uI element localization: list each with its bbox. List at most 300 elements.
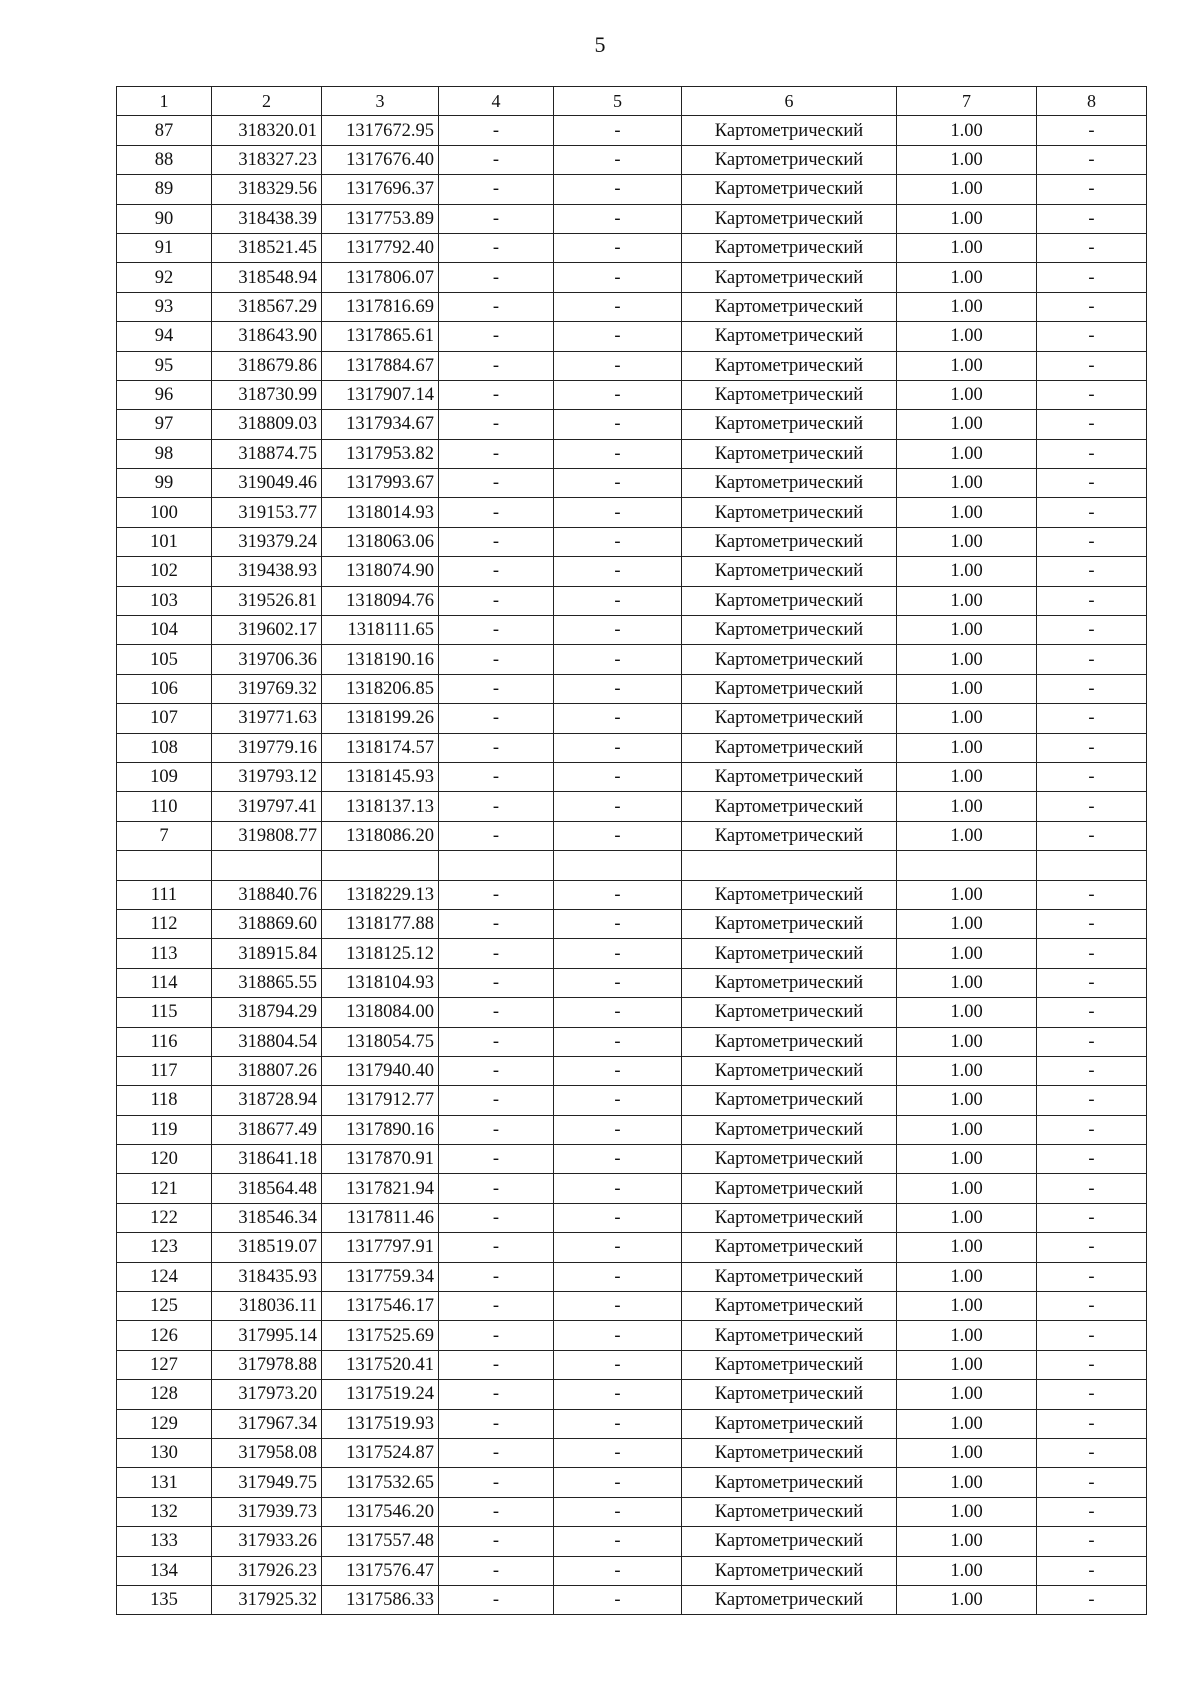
column-8-cell: -: [1037, 1527, 1147, 1556]
column-8-cell: -: [1037, 880, 1147, 909]
column-5-cell: -: [554, 1086, 682, 1115]
y-coordinate-cell: 1317870.91: [322, 1145, 439, 1174]
method-cell: Картометрический: [682, 880, 897, 909]
accuracy-cell: 1.00: [897, 410, 1037, 439]
accuracy-cell: 1.00: [897, 909, 1037, 938]
table-row: [117, 1115, 1147, 1144]
column-4-cell: -: [439, 1292, 554, 1321]
table-row: [117, 1233, 1147, 1262]
x-coordinate-cell: 319438.93: [212, 557, 322, 586]
y-coordinate-cell: 1317865.61: [322, 322, 439, 351]
column-8-cell: -: [1037, 527, 1147, 556]
y-coordinate-cell: 1317806.07: [322, 263, 439, 292]
method-cell: Картометрический: [682, 968, 897, 997]
column-8-cell: -: [1037, 762, 1147, 791]
x-coordinate-cell: 319808.77: [212, 821, 322, 850]
table-row: [117, 1086, 1147, 1115]
x-coordinate-cell: 317958.08: [212, 1438, 322, 1467]
column-5-cell: -: [554, 821, 682, 850]
table-row: [117, 968, 1147, 997]
column-8-cell: -: [1037, 1468, 1147, 1497]
method-cell: Картометрический: [682, 527, 897, 556]
accuracy-cell: 1.00: [897, 527, 1037, 556]
method-cell: Картометрический: [682, 821, 897, 850]
y-coordinate-cell: 1318145.93: [322, 762, 439, 791]
column-8-cell: -: [1037, 998, 1147, 1027]
table-row: [117, 1497, 1147, 1526]
column-5-cell: -: [554, 1409, 682, 1438]
table-row: [117, 292, 1147, 321]
column-5-cell: -: [554, 762, 682, 791]
column-4-cell: -: [439, 645, 554, 674]
method-cell: Картометрический: [682, 762, 897, 791]
y-coordinate-cell: 1317546.20: [322, 1497, 439, 1526]
x-coordinate-cell: 318677.49: [212, 1115, 322, 1144]
method-cell: Картометрический: [682, 792, 897, 821]
method-cell: Картометрический: [682, 439, 897, 468]
accuracy-cell: 1.00: [897, 380, 1037, 409]
x-coordinate-cell: 318327.23: [212, 145, 322, 174]
table-row: [117, 498, 1147, 527]
point-number-cell: 116: [117, 1027, 212, 1056]
y-coordinate-cell: 1317912.77: [322, 1086, 439, 1115]
column-5-cell: -: [554, 998, 682, 1027]
column-8-cell: -: [1037, 498, 1147, 527]
column-8-cell: -: [1037, 469, 1147, 498]
accuracy-cell: 1.00: [897, 292, 1037, 321]
table-row: [117, 880, 1147, 909]
x-coordinate-cell: 319049.46: [212, 469, 322, 498]
point-number-cell: 91: [117, 233, 212, 262]
table-row: [117, 998, 1147, 1027]
column-5-cell: -: [554, 1321, 682, 1350]
point-number-cell: 112: [117, 909, 212, 938]
y-coordinate-cell: 1317792.40: [322, 233, 439, 262]
column-4-cell: -: [439, 1380, 554, 1409]
column-5-cell: -: [554, 645, 682, 674]
column-5-cell: -: [554, 263, 682, 292]
x-coordinate-cell: 318915.84: [212, 939, 322, 968]
y-coordinate-cell: 1317524.87: [322, 1438, 439, 1467]
accuracy-cell: 1.00: [897, 145, 1037, 174]
column-8-cell: -: [1037, 1556, 1147, 1585]
y-coordinate-cell: 1317821.94: [322, 1174, 439, 1203]
column-4-cell: -: [439, 1145, 554, 1174]
accuracy-cell: 1.00: [897, 498, 1037, 527]
column-5-cell: -: [554, 616, 682, 645]
accuracy-cell: 1.00: [897, 968, 1037, 997]
method-cell: Картометрический: [682, 233, 897, 262]
table-row: [117, 1438, 1147, 1467]
table-row: [117, 1409, 1147, 1438]
column-8-cell: -: [1037, 1115, 1147, 1144]
column-8-cell: -: [1037, 1145, 1147, 1174]
column-8-cell: -: [1037, 204, 1147, 233]
column-5-cell: -: [554, 557, 682, 586]
column-8-cell: -: [1037, 645, 1147, 674]
column-8-cell: [1037, 851, 1147, 880]
column-5-cell: -: [554, 1350, 682, 1379]
column-8-cell: -: [1037, 909, 1147, 938]
column-4-cell: -: [439, 1585, 554, 1614]
point-number-cell: 127: [117, 1350, 212, 1379]
column-5-cell: -: [554, 1438, 682, 1467]
y-coordinate-cell: 1318084.00: [322, 998, 439, 1027]
method-cell: Картометрический: [682, 1585, 897, 1614]
column-8-cell: -: [1037, 616, 1147, 645]
column-8-cell: -: [1037, 1350, 1147, 1379]
table-row: [117, 1585, 1147, 1614]
accuracy-cell: 1.00: [897, 557, 1037, 586]
point-number-cell: 96: [117, 380, 212, 409]
method-cell: Картометрический: [682, 1468, 897, 1497]
table-body: [117, 87, 1147, 1615]
point-number-cell: 121: [117, 1174, 212, 1203]
column-4-cell: -: [439, 1115, 554, 1144]
column-8-cell: -: [1037, 1585, 1147, 1614]
x-coordinate-cell: 317967.34: [212, 1409, 322, 1438]
method-cell: Картометрический: [682, 1292, 897, 1321]
y-coordinate-cell: 1317816.69: [322, 292, 439, 321]
point-number-cell: 124: [117, 1262, 212, 1291]
table-row: [117, 439, 1147, 468]
point-number-cell: 114: [117, 968, 212, 997]
column-4-cell: -: [439, 380, 554, 409]
column-4-cell: -: [439, 1203, 554, 1232]
column-5-cell: -: [554, 733, 682, 762]
point-number-cell: 7: [117, 821, 212, 850]
accuracy-cell: 1.00: [897, 439, 1037, 468]
column-4-cell: -: [439, 880, 554, 909]
table-header-row: [117, 87, 1147, 116]
accuracy-cell: 1.00: [897, 351, 1037, 380]
page-number: 5: [594, 32, 606, 57]
point-number-cell: 125: [117, 1292, 212, 1321]
accuracy-cell: 1.00: [897, 704, 1037, 733]
accuracy-cell: 1.00: [897, 1585, 1037, 1614]
column-4-cell: -: [439, 1056, 554, 1085]
column-5-cell: -: [554, 1556, 682, 1585]
y-coordinate-cell: 1318125.12: [322, 939, 439, 968]
table-row: [117, 733, 1147, 762]
column-4-cell: -: [439, 704, 554, 733]
accuracy-cell: 1.00: [897, 1056, 1037, 1085]
x-coordinate-cell: 318840.76: [212, 880, 322, 909]
x-coordinate-cell: 317949.75: [212, 1468, 322, 1497]
point-number-cell: 102: [117, 557, 212, 586]
accuracy-cell: 1.00: [897, 1203, 1037, 1232]
column-8-cell: -: [1037, 1438, 1147, 1467]
method-cell: Картометрический: [682, 204, 897, 233]
x-coordinate-cell: 319769.32: [212, 674, 322, 703]
y-coordinate-cell: 1318137.13: [322, 792, 439, 821]
column-8-cell: -: [1037, 1292, 1147, 1321]
accuracy-cell: 1.00: [897, 821, 1037, 850]
column-5-cell: -: [554, 233, 682, 262]
table-row: [117, 909, 1147, 938]
column-5-cell: -: [554, 527, 682, 556]
column-8-cell: -: [1037, 1203, 1147, 1232]
column-4-cell: -: [439, 674, 554, 703]
column-5-cell: -: [554, 380, 682, 409]
column-5-cell: -: [554, 1027, 682, 1056]
y-coordinate-cell: 1317811.46: [322, 1203, 439, 1232]
column-8-cell: -: [1037, 968, 1147, 997]
column-5-cell: -: [554, 1174, 682, 1203]
x-coordinate-cell: 319602.17: [212, 616, 322, 645]
column-4-cell: -: [439, 1027, 554, 1056]
x-coordinate-cell: 318804.54: [212, 1027, 322, 1056]
accuracy-cell: 1.00: [897, 1321, 1037, 1350]
point-number-cell: 99: [117, 469, 212, 498]
accuracy-cell: 1.00: [897, 1438, 1037, 1467]
point-number-cell: 122: [117, 1203, 212, 1232]
method-cell: Картометрический: [682, 1203, 897, 1232]
point-number-cell: 88: [117, 145, 212, 174]
point-number-cell: 118: [117, 1086, 212, 1115]
x-coordinate-cell: 318728.94: [212, 1086, 322, 1115]
accuracy-cell: 1.00: [897, 1145, 1037, 1174]
column-4-cell: -: [439, 821, 554, 850]
column-8-cell: -: [1037, 586, 1147, 615]
column-4-cell: -: [439, 939, 554, 968]
column-4-cell: -: [439, 439, 554, 468]
table-row: [117, 1027, 1147, 1056]
column-8-cell: -: [1037, 674, 1147, 703]
method-cell: Картометрический: [682, 1262, 897, 1291]
point-number-cell: 128: [117, 1380, 212, 1409]
point-number-cell: 93: [117, 292, 212, 321]
table-row: [117, 616, 1147, 645]
table-row: [117, 233, 1147, 262]
table-row: [117, 116, 1147, 145]
column-8-cell: -: [1037, 1497, 1147, 1526]
column-4-cell: -: [439, 1527, 554, 1556]
x-coordinate-cell: 318809.03: [212, 410, 322, 439]
column-4-cell: -: [439, 1556, 554, 1585]
column-4-cell: -: [439, 998, 554, 1027]
table-row: [117, 1292, 1147, 1321]
y-coordinate-cell: 1317557.48: [322, 1527, 439, 1556]
table-row: [117, 469, 1147, 498]
column-8-cell: -: [1037, 1174, 1147, 1203]
column-4-cell: -: [439, 1409, 554, 1438]
column-4-cell: -: [439, 1233, 554, 1262]
table-row: [117, 1556, 1147, 1585]
accuracy-cell: 1.00: [897, 1086, 1037, 1115]
method-cell: Картометрический: [682, 1497, 897, 1526]
point-number-cell: 98: [117, 439, 212, 468]
column-5-cell: -: [554, 1056, 682, 1085]
point-number-cell: 113: [117, 939, 212, 968]
column-4-cell: -: [439, 204, 554, 233]
column-8-cell: -: [1037, 704, 1147, 733]
x-coordinate-cell: 318874.75: [212, 439, 322, 468]
method-cell: Картометрический: [682, 1380, 897, 1409]
y-coordinate-cell: 1317519.93: [322, 1409, 439, 1438]
column-5-cell: -: [554, 1527, 682, 1556]
method-cell: Картометрический: [682, 322, 897, 351]
column-5-cell: -: [554, 674, 682, 703]
column-4-cell: -: [439, 263, 554, 292]
column-8-cell: -: [1037, 557, 1147, 586]
point-number-cell: 115: [117, 998, 212, 1027]
column-header: 6: [682, 87, 897, 116]
point-number-cell: 89: [117, 175, 212, 204]
y-coordinate-cell: 1317576.47: [322, 1556, 439, 1585]
column-8-cell: -: [1037, 145, 1147, 174]
method-cell: Картометрический: [682, 909, 897, 938]
x-coordinate-cell: 318730.99: [212, 380, 322, 409]
accuracy-cell: 1.00: [897, 998, 1037, 1027]
point-number-cell: 135: [117, 1585, 212, 1614]
table-row: [117, 1468, 1147, 1497]
table-row: [117, 792, 1147, 821]
column-4-cell: -: [439, 469, 554, 498]
table-row: [117, 851, 1147, 880]
column-8-cell: -: [1037, 1056, 1147, 1085]
x-coordinate-cell: 317939.73: [212, 1497, 322, 1526]
accuracy-cell: 1.00: [897, 1527, 1037, 1556]
accuracy-cell: 1.00: [897, 674, 1037, 703]
table-row: [117, 1203, 1147, 1232]
table-row: [117, 410, 1147, 439]
point-number-cell: 119: [117, 1115, 212, 1144]
method-cell: Картометрический: [682, 704, 897, 733]
table-row: [117, 674, 1147, 703]
column-8-cell: -: [1037, 1409, 1147, 1438]
method-cell: Картометрический: [682, 939, 897, 968]
accuracy-cell: 1.00: [897, 1350, 1037, 1379]
y-coordinate-cell: 1318094.76: [322, 586, 439, 615]
table-row: [117, 645, 1147, 674]
method-cell: Картометрический: [682, 1438, 897, 1467]
column-5-cell: -: [554, 939, 682, 968]
table-row: [117, 351, 1147, 380]
accuracy-cell: 1.00: [897, 175, 1037, 204]
point-number-cell: 109: [117, 762, 212, 791]
table-row: [117, 762, 1147, 791]
y-coordinate-cell: 1317797.91: [322, 1233, 439, 1262]
table-row: [117, 1056, 1147, 1085]
accuracy-cell: 1.00: [897, 1468, 1037, 1497]
table-row: [117, 263, 1147, 292]
x-coordinate-cell: 319153.77: [212, 498, 322, 527]
method-cell: Картометрический: [682, 1145, 897, 1174]
method-cell: Картометрический: [682, 145, 897, 174]
point-number-cell: 90: [117, 204, 212, 233]
x-coordinate-cell: 318548.94: [212, 263, 322, 292]
method-cell: Картометрический: [682, 1233, 897, 1262]
column-8-cell: -: [1037, 1262, 1147, 1291]
x-coordinate-cell: 319793.12: [212, 762, 322, 791]
method-cell: Картометрический: [682, 1056, 897, 1085]
point-number-cell: 126: [117, 1321, 212, 1350]
method-cell: Картометрический: [682, 263, 897, 292]
table-row: [117, 1262, 1147, 1291]
accuracy-cell: 1.00: [897, 263, 1037, 292]
y-coordinate-cell: [322, 851, 439, 880]
y-coordinate-cell: 1318054.75: [322, 1027, 439, 1056]
y-coordinate-cell: 1318014.93: [322, 498, 439, 527]
method-cell: Картометрический: [682, 1321, 897, 1350]
column-8-cell: -: [1037, 1233, 1147, 1262]
table-row: [117, 204, 1147, 233]
accuracy-cell: 1.00: [897, 1409, 1037, 1438]
column-5-cell: -: [554, 1145, 682, 1174]
x-coordinate-cell: 318865.55: [212, 968, 322, 997]
point-number-cell: 132: [117, 1497, 212, 1526]
accuracy-cell: 1.00: [897, 469, 1037, 498]
column-4-cell: -: [439, 351, 554, 380]
column-8-cell: -: [1037, 792, 1147, 821]
column-4-cell: -: [439, 792, 554, 821]
column-4-cell: -: [439, 292, 554, 321]
method-cell: Картометрический: [682, 1556, 897, 1585]
column-4-cell: -: [439, 1086, 554, 1115]
y-coordinate-cell: 1318104.93: [322, 968, 439, 997]
column-5-cell: -: [554, 586, 682, 615]
y-coordinate-cell: 1317586.33: [322, 1585, 439, 1614]
y-coordinate-cell: 1318111.65: [322, 616, 439, 645]
method-cell: Картометрический: [682, 616, 897, 645]
table-row: [117, 322, 1147, 351]
column-5-cell: -: [554, 1380, 682, 1409]
point-number-cell: 97: [117, 410, 212, 439]
method-cell: Картометрический: [682, 1086, 897, 1115]
column-8-cell: -: [1037, 939, 1147, 968]
x-coordinate-cell: 317995.14: [212, 1321, 322, 1350]
column-4-cell: -: [439, 1497, 554, 1526]
method-cell: Картометрический: [682, 116, 897, 145]
column-4-cell: -: [439, 410, 554, 439]
point-number-cell: 100: [117, 498, 212, 527]
method-cell: Картометрический: [682, 586, 897, 615]
column-5-cell: -: [554, 204, 682, 233]
method-cell: Картометрический: [682, 1409, 897, 1438]
point-number-cell: 123: [117, 1233, 212, 1262]
x-coordinate-cell: 318320.01: [212, 116, 322, 145]
accuracy-cell: 1.00: [897, 116, 1037, 145]
column-5-cell: -: [554, 909, 682, 938]
column-5-cell: -: [554, 704, 682, 733]
y-coordinate-cell: 1317940.40: [322, 1056, 439, 1085]
method-cell: Картометрический: [682, 380, 897, 409]
x-coordinate-cell: 318521.45: [212, 233, 322, 262]
x-coordinate-cell: 318641.18: [212, 1145, 322, 1174]
y-coordinate-cell: 1317672.95: [322, 116, 439, 145]
column-8-cell: -: [1037, 351, 1147, 380]
x-coordinate-cell: 318869.60: [212, 909, 322, 938]
point-number-cell: 87: [117, 116, 212, 145]
y-coordinate-cell: 1318199.26: [322, 704, 439, 733]
method-cell: Картометрический: [682, 674, 897, 703]
accuracy-cell: 1.00: [897, 1556, 1037, 1585]
x-coordinate-cell: 318329.56: [212, 175, 322, 204]
point-number-cell: 110: [117, 792, 212, 821]
column-4-cell: -: [439, 1350, 554, 1379]
method-cell: Картометрический: [682, 175, 897, 204]
method-cell: Картометрический: [682, 1115, 897, 1144]
table-row: [117, 1380, 1147, 1409]
column-4-cell: -: [439, 116, 554, 145]
column-8-cell: -: [1037, 410, 1147, 439]
column-4-cell: -: [439, 527, 554, 556]
method-cell: Картометрический: [682, 469, 897, 498]
column-4-cell: -: [439, 233, 554, 262]
column-5-cell: -: [554, 1468, 682, 1497]
column-header: 2: [212, 87, 322, 116]
